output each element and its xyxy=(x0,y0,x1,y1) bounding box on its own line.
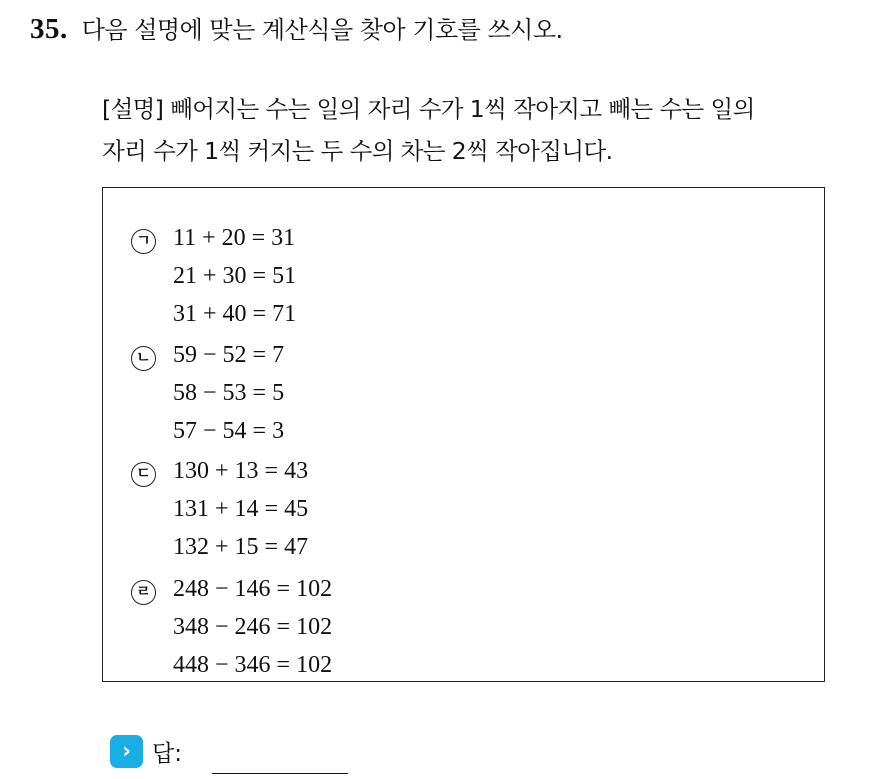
equation: 21 + 30 = 51 xyxy=(173,263,297,289)
answer-row xyxy=(110,735,182,768)
explanation-line-1: [설명] 빼어지는 수는 일의 자리 수가 1씩 작아지고 빼는 수는 일의 xyxy=(102,95,755,123)
choice-marker-2: ㄴ xyxy=(131,346,156,371)
equation: 31 + 40 = 71 xyxy=(173,301,297,327)
answer-blank[interactable] xyxy=(212,773,348,774)
equation: 448 − 346 = 102 xyxy=(173,652,333,678)
equation: 130 + 13 = 43 xyxy=(173,458,309,484)
question-number: 35. xyxy=(30,13,68,45)
choice-marker-1: ㄱ xyxy=(131,229,156,254)
explanation-line-2: 자리 수가 1씩 커지는 두 수의 차는 2씩 작아집니다. xyxy=(102,137,613,165)
equation: 11 + 20 = 31 xyxy=(173,225,296,251)
equation: 248 − 146 = 102 xyxy=(173,576,333,602)
answer-label: 답: xyxy=(152,741,182,767)
choice-marker-4: ㄹ xyxy=(131,580,156,605)
equation: 132 + 15 = 47 xyxy=(173,534,309,560)
question-text: 다음 설명에 맞는 계산식을 찾아 기호를 쓰시오. xyxy=(81,16,563,44)
equation: 58 − 53 = 5 xyxy=(173,380,285,406)
equation: 131 + 14 = 45 xyxy=(173,496,309,522)
equation: 59 − 52 = 7 xyxy=(173,342,285,368)
chevron-right-icon: › xyxy=(110,735,143,768)
choice-marker-3: ㄷ xyxy=(131,462,156,487)
explanation xyxy=(102,88,862,172)
equation: 348 − 246 = 102 xyxy=(173,614,333,640)
equation: 57 − 54 = 3 xyxy=(173,418,285,444)
question-header xyxy=(30,10,563,46)
choices-box xyxy=(102,187,825,682)
